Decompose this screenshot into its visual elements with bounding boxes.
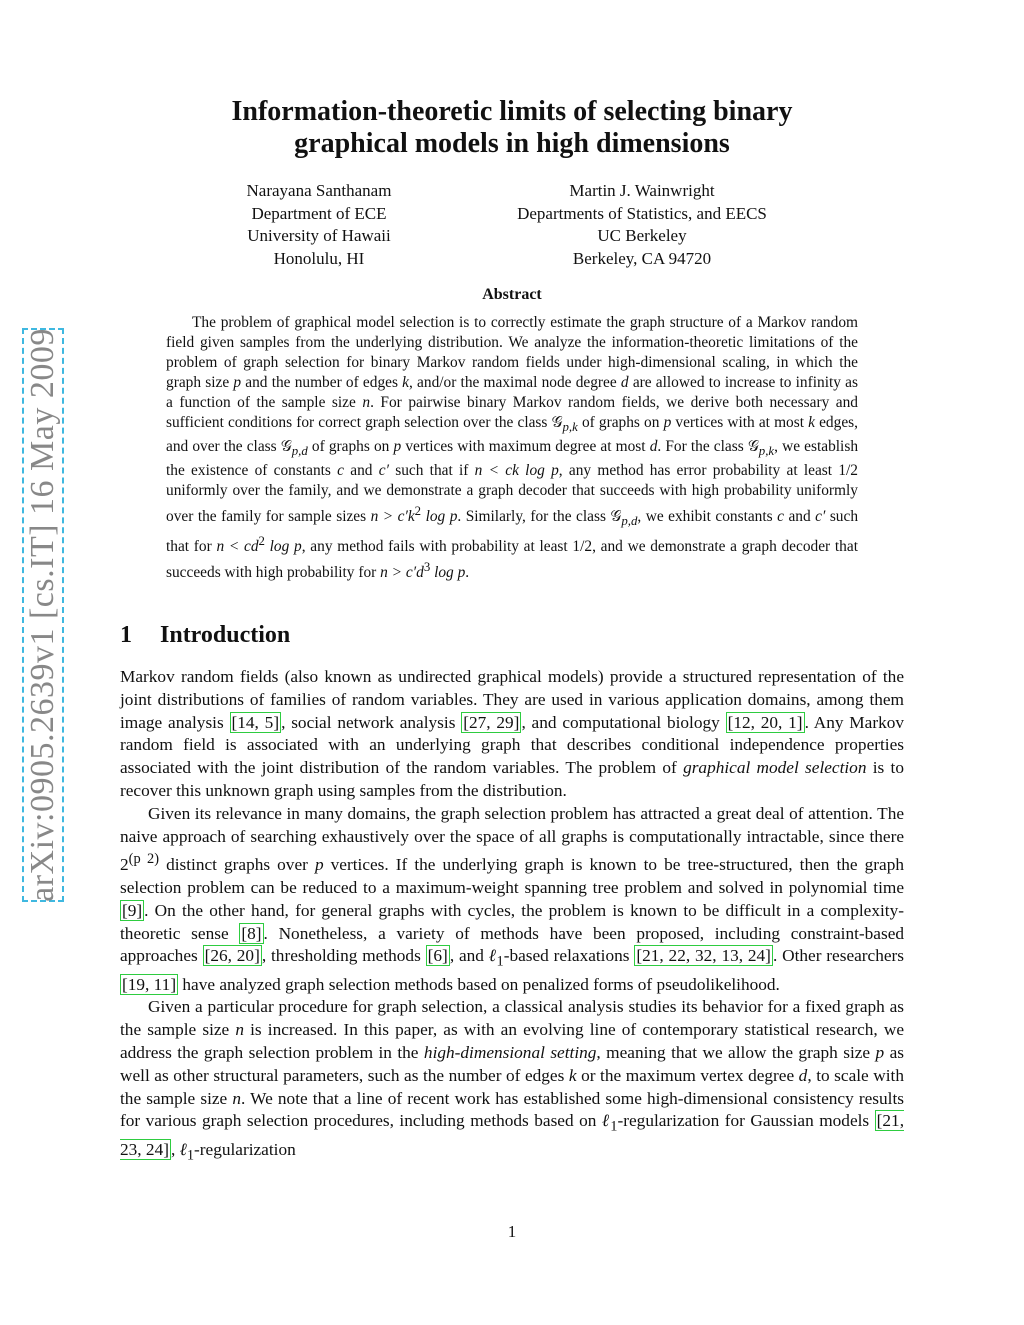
author-org: UC Berkeley <box>597 226 687 245</box>
citation-link[interactable]: [26, 20] <box>204 946 260 966</box>
citation-link[interactable]: [9] <box>122 900 143 920</box>
section-number: 1 <box>120 622 132 648</box>
title-line-2: graphical models in high dimensions <box>294 128 730 159</box>
citation-link[interactable]: [12, 20, 1] <box>727 712 803 732</box>
author-name: Narayana Santhanam <box>246 181 392 200</box>
paper-title <box>120 96 904 160</box>
citation-link[interactable]: [19, 11] <box>122 974 177 994</box>
paragraph-1: Markov random fields (also known as undirected graphical models) provide a structured representation of the joint distributions of families of random variables. They are used in various application domains, among them image analysis [14, 5] , social network analysis [27, 29] , and computational biology [12, 20, 1] . Any Markov random field is associated with an underlying graph that describes conditional independence properties associated with the joint distribution of the random variables. The problem of graphical model selection is to recover this unknown graph using samples from the distribution. <box>120 667 905 800</box>
author-location: Berkeley, CA 94720 <box>572 248 712 268</box>
author-name: Martin J. Wainwright <box>569 181 715 200</box>
author-org: University of Hawaii <box>247 226 391 245</box>
title-line-1: Information-theoretic limits of selecting binary <box>231 96 793 127</box>
section-title: Introduction <box>160 622 291 648</box>
citation-link[interactable]: [27, 29] <box>463 712 520 732</box>
introduction-body <box>120 666 904 1167</box>
author-dept: Departments of Statistics, and EECS <box>517 203 767 223</box>
paragraph-3: Given a particular procedure for graph selection, a classical analysis studies its behavior for a fixed graph as the sample size n is increased. In this paper, as with an evolving line of contemporary statistical research, we address the graph selection problem in the high-dimensional setting, meaning that we allow the graph size p as well as other structural parameters, such as the number of edges k or the maximum vertex degree d, to scale with the sample size n. We note that a line of recent work has established some high-dimensional consistency results for various graph selection procedures, including methods based on ℓ$_1$-regularization for Gaussian models [21, 23, 24] , ℓ$_1$-regularization <box>120 997 905 1164</box>
citation-link[interactable]: [21, 22, 32, 13, 24] <box>636 946 771 966</box>
citation-link[interactable]: [6] <box>427 946 448 966</box>
abstract-heading: Abstract <box>482 286 542 303</box>
abstract-text: The problem of graphical model selection is to correctly estimate the graph structure of a Markov random field given samples from the underlying distribution. We analyze the information-theoretic limitations of the problem of graph selection for binary Markov random fields under high-dimensional scaling, in which the graph size p and the number of edges k, and/or the maximal node degree d are allowed to increase to infinity as a function of the sample size n. For pairwise binary Markov random fields, we derive both necessary and sufficient conditions for correct graph selection over the class 𝒢$_{p,k}$ of graphs on p vertices with at most k edges, and over the class 𝒢$_{p,d}$ of graphs on p vertices with maximum degree at most d. For the class 𝒢$_{p,k}$, we establish the existence of constants c and c′ such that if n < ck log p, any method has error probability at least 1/2 uniformly over the family, and we demonstrate a graph decoder that succeeds with high probability uniformly over the family for sample sizes $n > c'k^2$ log p. Similarly, for the class 𝒢$_{p,d}$, we exhibit constants c and c′ such that for $n < cd^2$ log p, any method fails with probability at least 1/2, and we demonstrate a graph decoder that succeeds with high probability for $n > c'd^3$ log p. <box>166 314 859 582</box>
author-santhanam <box>139 180 499 270</box>
citation-link[interactable]: [14, 5] <box>231 712 280 732</box>
arxiv-id: arXiv:0905.2639v1 [cs.IT] 16 May 2009 <box>24 328 61 902</box>
arxiv-stamp[interactable] <box>22 328 64 902</box>
author-location: Honolulu, HI <box>273 248 365 268</box>
page-number: 1 <box>507 1222 517 1241</box>
author-dept: Department of ECE <box>251 203 387 223</box>
paragraph-2: Given its relevance in many domains, the graph selection problem has attracted a great deal of attention. The naive approach of searching exhaustively over the space of all graphs is computationally intractable, since there $2^{(p 2)}$ distinct graphs over p vertices. If the underlying graph is known to be tree-structured, then the graph selection problem can be reduced to a maximum-weight spanning tree problem and solved in polynomial time [9] . On the other hand, for general graphs with cycles, the problem is known to be difficult in a complexity-theoretic sense [8] . Nonetheless, a variety of methods have been proposed, including constraint-based approaches [26, 20] , thresholding methods [6] , and ℓ$_1$-based relaxations [21, 22, 32, 13, 24] . Other researchers [19, 11] have analyzed graph selection methods based on penalized forms of pseudolikelihood. <box>120 803 905 994</box>
citation-link[interactable]: [8] <box>241 923 262 943</box>
citation-link[interactable]: [21, 23, 24] <box>120 1111 905 1159</box>
section-heading-introduction <box>120 622 290 649</box>
author-wainwright <box>462 180 822 270</box>
